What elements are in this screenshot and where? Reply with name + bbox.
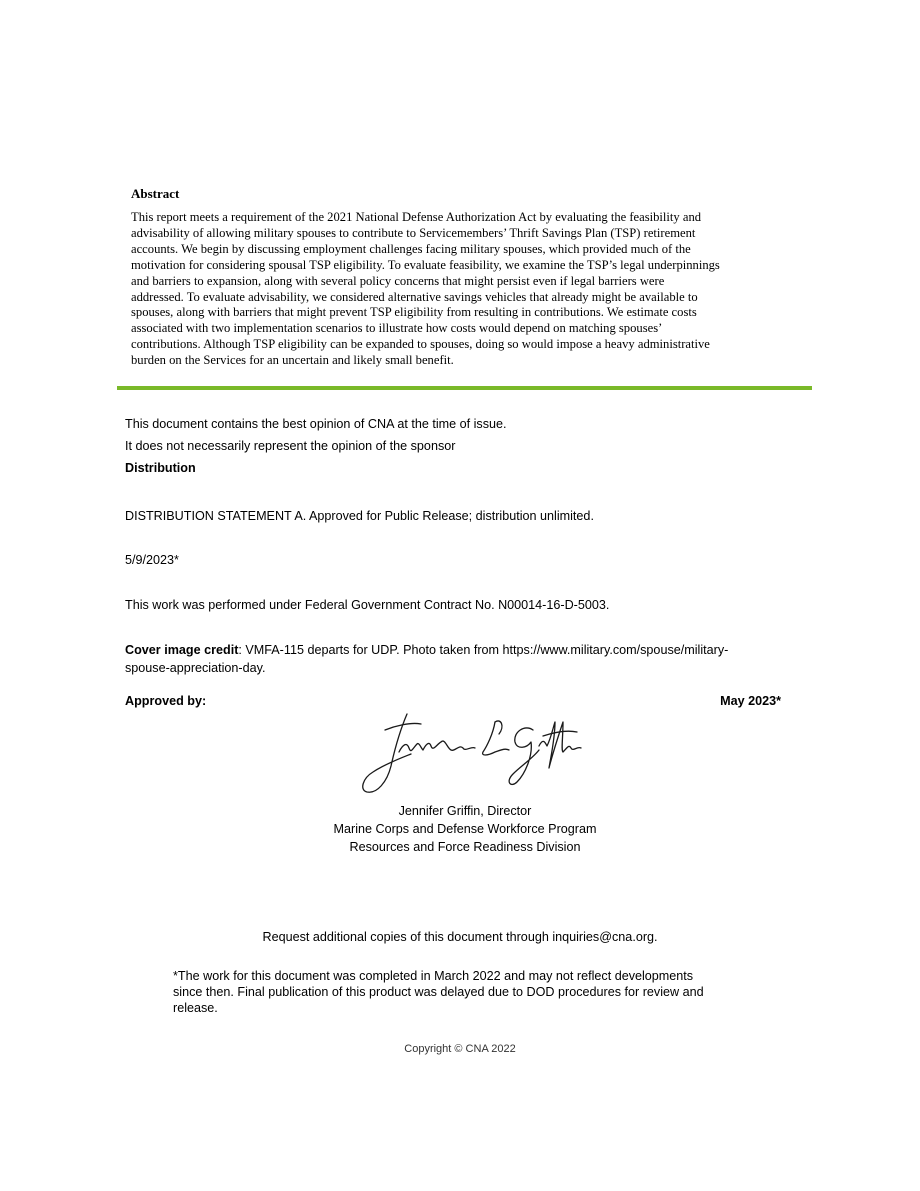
cover-credit-text: : VMFA-115 departs for UDP. Photo taken from https://www.military.com/spouse/military- bbox=[238, 643, 729, 657]
abstract-line: and barriers to expansion, along with several policy concerns that might persist even if legal barriers were bbox=[131, 273, 665, 288]
distribution-date: 5/9/2023* bbox=[125, 553, 179, 567]
signatory-program: Marine Corps and Defense Workforce Program bbox=[333, 822, 597, 836]
abstract-line: motivation for considering spousal TSP eligibility. To evaluate feasibility, we examine the TSP’s legal underpinnings bbox=[131, 257, 720, 272]
opinion-line-1: This document contains the best opinion of CNA at the time of issue. bbox=[125, 417, 507, 431]
abstract-line: advisability of allowing military spouses to contribute to Servicemembers’ Thrift Savings Plan (TSP) retirement bbox=[131, 225, 696, 240]
signature-image bbox=[355, 708, 585, 800]
abstract-line: burden on the Services for an uncertain and likely small benefit. bbox=[131, 353, 454, 368]
abstract-line: contributions. Although TSP eligibility can be expanded to spouses, doing so would impose a heavy administrative bbox=[131, 337, 710, 352]
abstract-line: accounts. We begin by discussing employment challenges facing military spouses, which provided much of the bbox=[131, 241, 691, 256]
approved-by-label: Approved by: bbox=[125, 694, 207, 708]
distribution-heading: Distribution bbox=[125, 461, 196, 475]
request-copies: Request additional copies of this document through inquiries@cna.org. bbox=[262, 930, 658, 944]
opinion-line-2: It does not necessarily represent the opinion of the sponsor bbox=[125, 439, 456, 453]
cover-credit-line-2: spouse-appreciation-day. bbox=[125, 661, 266, 675]
abstract-heading: Abstract bbox=[131, 186, 180, 201]
footnote-line-2: since then. Final publication of this product was delayed due to DOD procedures for review and bbox=[173, 985, 704, 999]
footnote-line-3: release. bbox=[173, 1001, 218, 1015]
signatory-division: Resources and Force Readiness Division bbox=[349, 840, 581, 854]
green-divider bbox=[117, 386, 812, 390]
distribution-statement: DISTRIBUTION STATEMENT A. Approved for Public Release; distribution unlimited. bbox=[125, 509, 594, 523]
contract-statement: This work was performed under Federal Government Contract No. N00014-16-D-5003. bbox=[125, 598, 610, 612]
copyright: Copyright © CNA 2022 bbox=[404, 1043, 516, 1055]
cover-credit-label: Cover image credit bbox=[125, 643, 239, 657]
approval-date: May 2023* bbox=[720, 694, 781, 708]
cover-credit-line-1 bbox=[125, 642, 728, 658]
signatory-name: Jennifer Griffin, Director bbox=[398, 804, 532, 818]
abstract-line: addressed. To evaluate advisability, we considered alternative savings vehicles that already might be available to bbox=[131, 289, 698, 304]
abstract-body bbox=[131, 210, 821, 369]
footnote-line-1: *The work for this document was completed in March 2022 and may not reflect developments bbox=[173, 969, 694, 983]
abstract-line: spouses, along with barriers that might prevent TSP eligibility from resulting in contributions. We estimate costs bbox=[131, 305, 697, 320]
abstract-line: This report meets a requirement of the 2021 National Defense Authorization Act by evaluating the feasibility and bbox=[131, 210, 702, 224]
abstract-line: associated with two implementation scenarios to illustrate how costs would depend on matching spouses’ bbox=[131, 321, 663, 336]
